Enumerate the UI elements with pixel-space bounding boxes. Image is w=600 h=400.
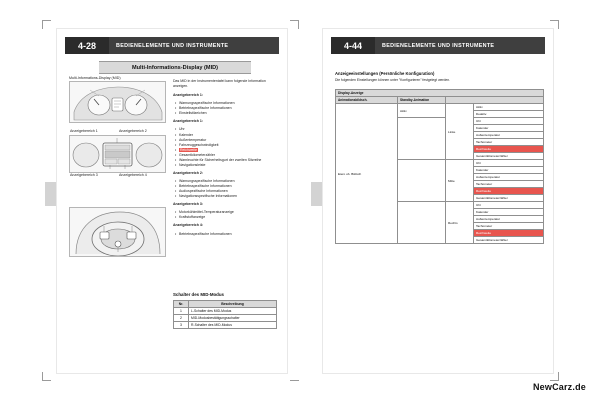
table-header-row [174, 301, 277, 308]
cell-standby-blank [398, 160, 446, 202]
list-item: • Außentemperatur [179, 138, 277, 143]
cell-value-highlighted: Reichweite [474, 146, 544, 153]
list-item: • Warnleuchte für Sicherheitsgurt der zweiten Sitzreihe [179, 158, 277, 163]
list-item: • Navigationsspezifische Informationen [179, 194, 277, 199]
cell-value: Gesamtkilometerzähler [474, 237, 544, 244]
table-col-nr: Nr. [174, 301, 189, 308]
col-animation-screen: Animationsbildsch. [336, 97, 398, 104]
table-row [174, 308, 277, 315]
intro-paragraph: Das MID in der Instrumententafel kann folgende Information anzeigen. [173, 79, 266, 89]
left-page-thumb-tab [45, 182, 56, 206]
caption-area-4: Anzeigebereich 4 [119, 173, 147, 177]
list-item: • Einstellstilzeichen [179, 111, 277, 116]
caption-area-3: Anzeigebereich 3 [70, 173, 98, 177]
group-list-4 [173, 232, 277, 237]
list-item: • Betriebsspezifische Informationen [179, 106, 277, 111]
list-item: • Kalender [179, 133, 277, 138]
caption-area-2: Anzeigebereich 2 [119, 129, 147, 133]
list-item: • Gesamtkilometerzähler [179, 153, 277, 158]
cell-value: Tachometer [474, 223, 544, 230]
dashboard-illustration [69, 81, 166, 123]
cell-value: Aktiv [474, 104, 544, 111]
mid-switch-table [173, 300, 277, 329]
cell-value: Kalender [474, 125, 544, 132]
list-item: • Betriebsspezifische Informationen [179, 232, 277, 237]
list-item: • Motorkühlmittel-Temperaturanzeige [179, 210, 277, 215]
cell-value-highlighted: Reichweite [474, 188, 544, 195]
left-page [56, 28, 288, 374]
list-item: • Warnungsspezifische Informationen [179, 101, 277, 106]
right-page-title: Anzeigeeinstellungen (Persönliche Konfiguration) [335, 71, 435, 76]
group-list-2 [173, 179, 277, 199]
cell-value: Uhr [474, 160, 544, 167]
table-cell-desc: L-Schalter des MID-Modus [189, 308, 277, 315]
table-cell-desc: R-Schalter des MID-Modus [189, 322, 277, 329]
list-item: • Betriebsspezifische Informationen [179, 184, 277, 189]
mid-switch-table-title: Schalter des MID-Modus [173, 292, 224, 297]
cell-value: Uhr [474, 118, 544, 125]
table-cell-nr: 3 [174, 322, 189, 329]
list-item: • Navigationsleiste [179, 163, 277, 168]
table-row [174, 315, 277, 322]
watermark: NewCarz.de [532, 382, 586, 392]
group-title-2: Anzeigebereich 2: [173, 170, 203, 175]
right-page-subtitle: Die folgenden Einstellungen können unter "Konfigurieren" festgelegt werden. [335, 78, 451, 82]
table-cell-nr: 1 [174, 308, 189, 315]
group-title-4: Anzeigebereich 4: [173, 223, 203, 228]
cell-value: Tachometer [474, 181, 544, 188]
caption-area-1: Anzeigebereich 1 [70, 129, 98, 133]
cell-position-rechts: Rechts [446, 202, 474, 244]
table-group-header: Display-Anzeige [336, 90, 544, 97]
table-cell-nr: 2 [174, 315, 189, 322]
cell-first-column: Eiero ob. Bildsch [336, 104, 398, 244]
cell-value: Uhr [474, 202, 544, 209]
cell-value: Kalender [474, 167, 544, 174]
left-body-text [173, 79, 277, 240]
mid-zones-illustration [69, 135, 166, 173]
list-item: • Warnungsspezifische Informationen [179, 179, 277, 184]
cell-value: Deaktiv. [474, 111, 544, 118]
group-list-0 [173, 101, 277, 116]
table-header-row [336, 97, 544, 104]
illustration-caption-top: Multi-Informations-Display (MID) [69, 76, 121, 80]
left-page-chapter: BEDIENELEMENTE UND INSTRUMENTE [116, 42, 229, 49]
group-list-1 [173, 127, 277, 168]
cell-value: Kalender [474, 209, 544, 216]
right-page-number: 4-44 [331, 37, 375, 54]
cell-value: Gesamtkilometerzähler [474, 153, 544, 160]
left-page-header [65, 37, 279, 54]
list-item: • Audiospezifische Informationen [179, 189, 277, 194]
cell-value: Außentemperatur [474, 216, 544, 223]
cell-position-linke: Linke [446, 104, 474, 160]
table-row [174, 322, 277, 329]
cell-standby-blank [398, 202, 446, 244]
left-page-number: 4-28 [65, 37, 109, 54]
cell-value-highlighted: Reichweite [474, 230, 544, 237]
list-item: • Fahrzeuggeschwindigkeit [179, 143, 277, 148]
list-item: • Uhr [179, 127, 277, 132]
group-list-3 [173, 210, 277, 220]
table-group-header-row [336, 90, 544, 97]
display-settings-table [335, 89, 544, 244]
left-section-title: Multi-Informations-Display (MID) [99, 61, 251, 74]
cell-value: Tachometer [474, 139, 544, 146]
right-page-thumb-tab [311, 182, 322, 206]
list-item: • Kraftstoffanzeige [179, 215, 277, 220]
group-title-3: Anzeigebereich 3: [173, 202, 203, 207]
highlight-text: Reichweite [180, 147, 198, 152]
col-values [446, 97, 544, 104]
col-standby-animation: Standby-Animation [398, 97, 446, 104]
right-page-header [331, 37, 545, 54]
group-title-0: Anzeigebereich 1: [173, 93, 203, 98]
table-col-desc: Beschreibung [189, 301, 277, 308]
right-page [322, 28, 554, 374]
cell-position-mitte: Mitte [446, 160, 474, 202]
table-row [336, 104, 544, 111]
cell-value: Außentemperatur [474, 132, 544, 139]
steering-wheel-illustration [69, 207, 166, 257]
cell-standby-blank [398, 118, 446, 160]
right-page-chapter: BEDIENELEMENTE UND INSTRUMENTE [382, 42, 495, 49]
table-cell-desc: MID-Modusbestätigungsschalter [189, 315, 277, 322]
cell-standby-label: Aktiv [398, 104, 446, 118]
cell-value: Außentemperatur [474, 174, 544, 181]
cell-value: Gesamtkilometerzähler [474, 195, 544, 202]
group-title-1: Anzeigebereich 1: [173, 119, 203, 124]
